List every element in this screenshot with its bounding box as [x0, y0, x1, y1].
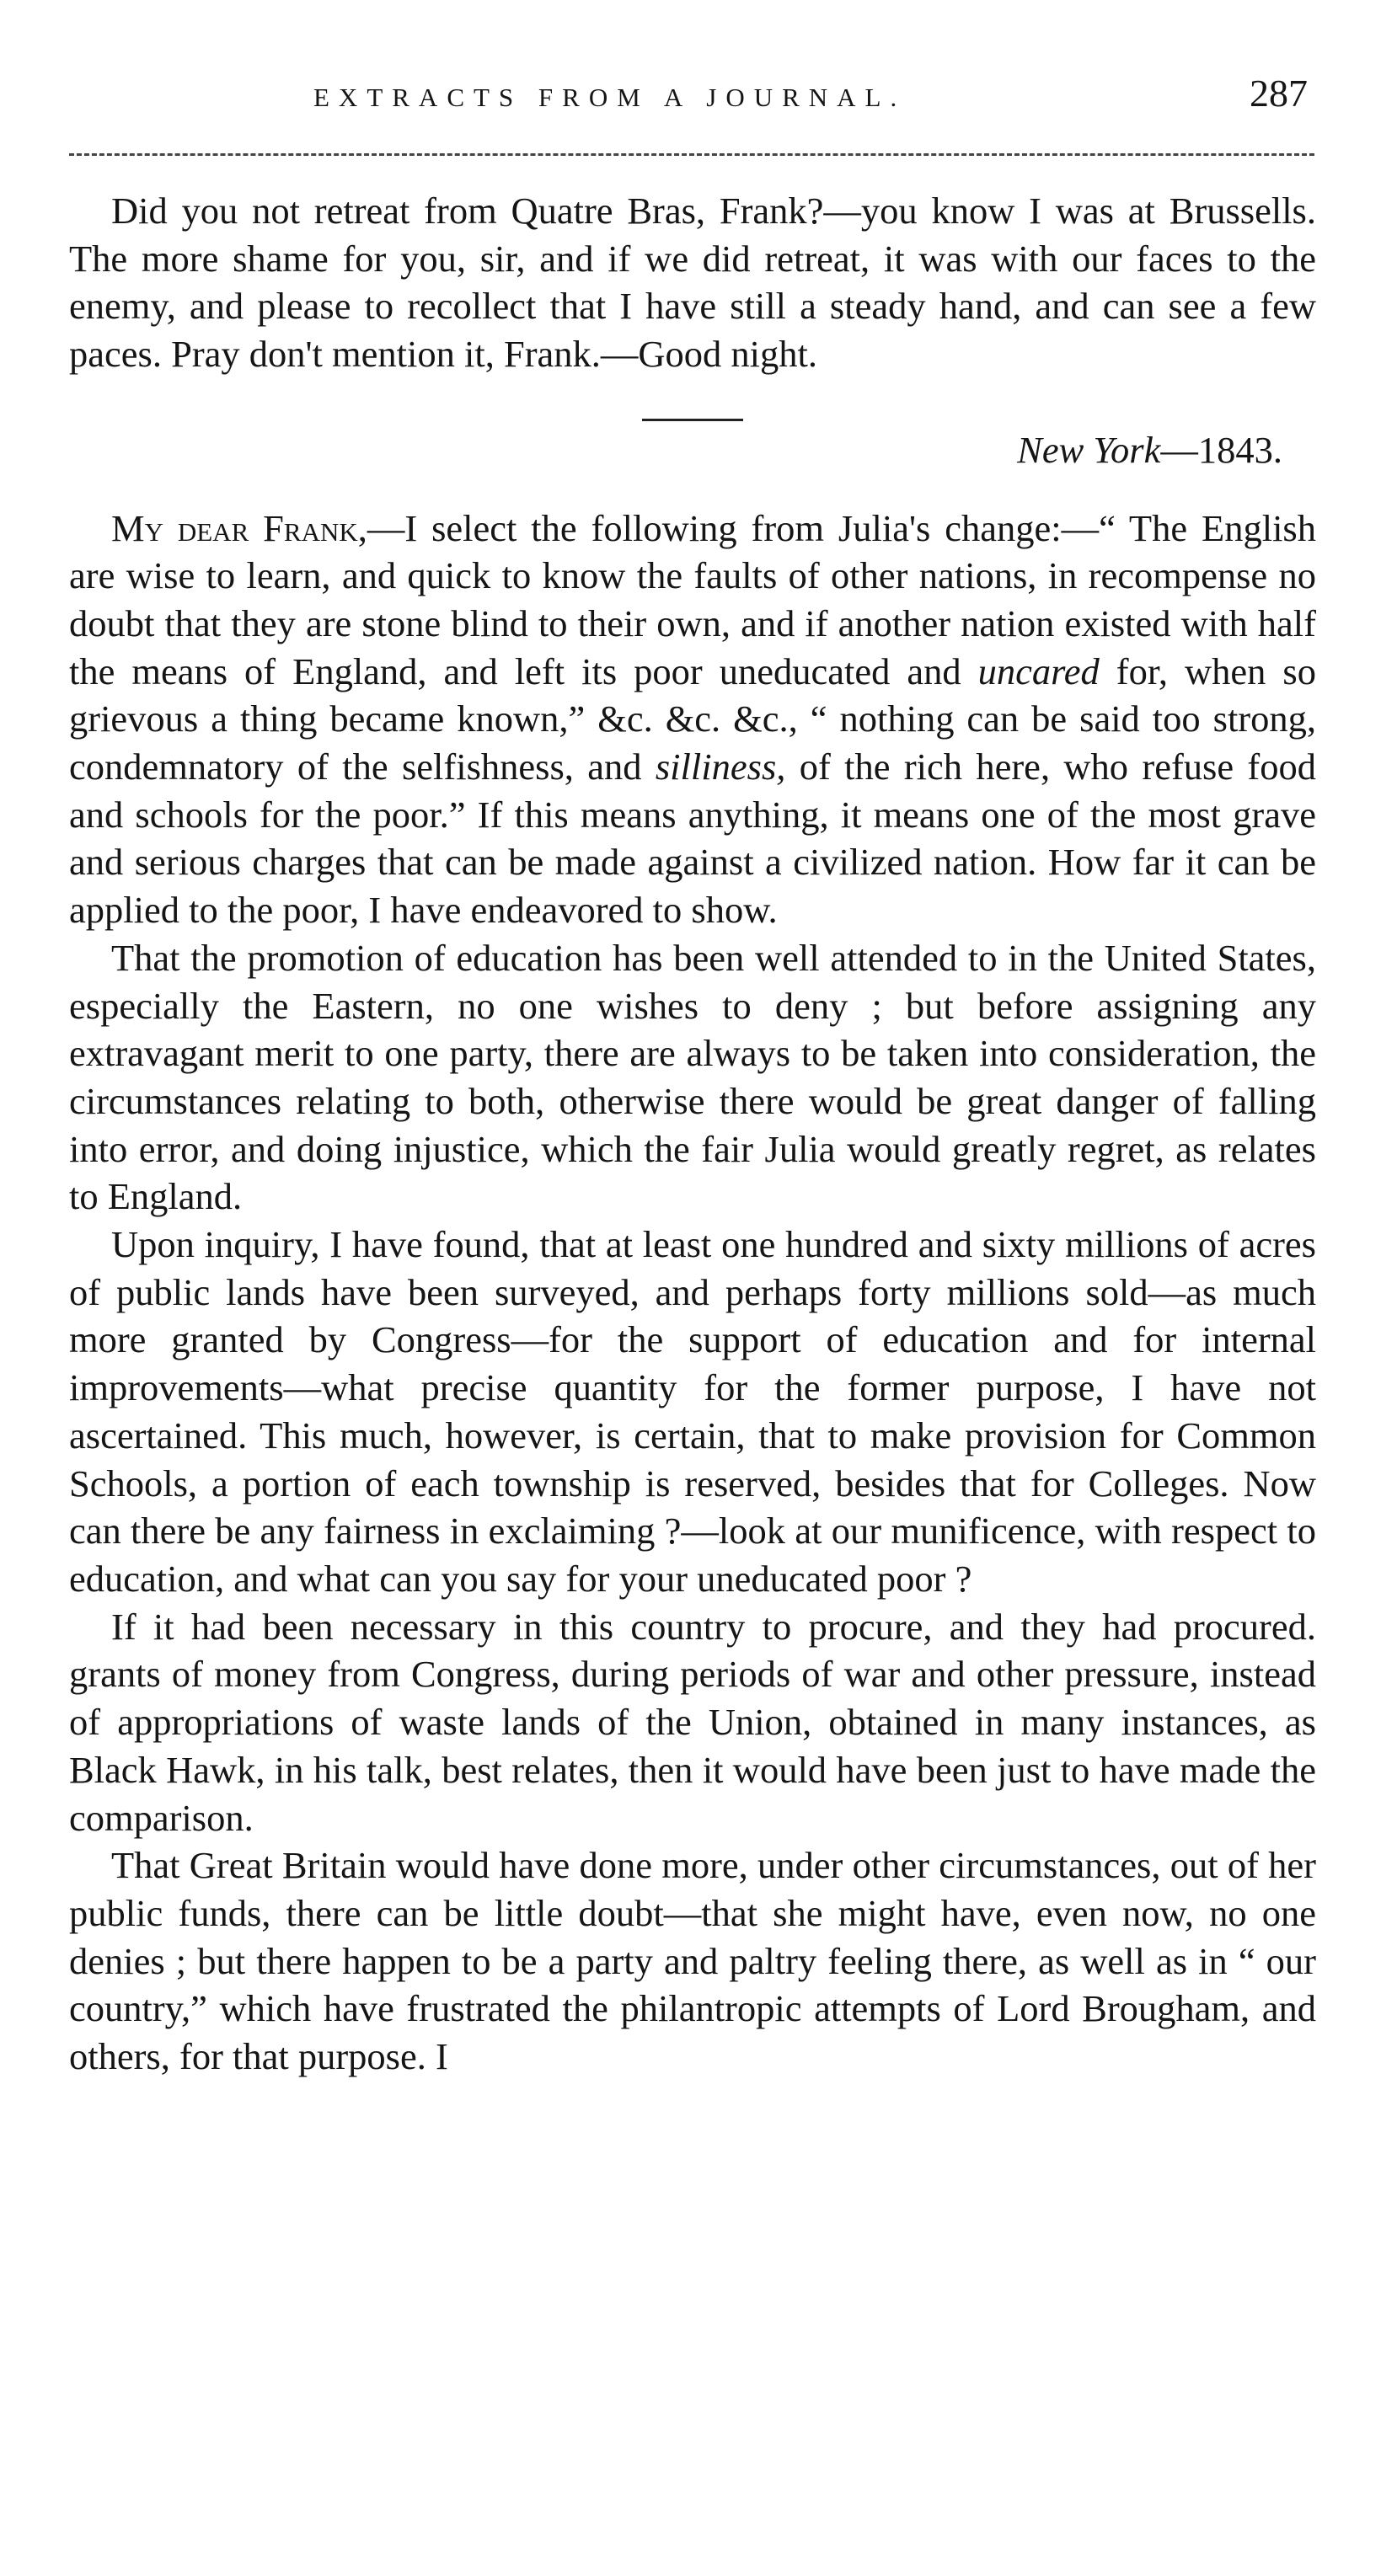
- body-text: [69, 187, 1316, 2081]
- paragraph-letter-opening: [69, 505, 1316, 934]
- paragraph-education-states: That the promotion of education has been well attended to in the United States, especially the Eastern, no one wishes to deny ; but before assigning any extravagant merit to one party, there are always to be taken into consideration, the circumstances relating to both, otherwise there would be great danger of falling into error, and doing injustice, which the fair Julia would greatly regret, as relates to England.: [69, 936, 1316, 1218]
- header-rule: [69, 153, 1314, 156]
- salutation: My dear Frank,: [111, 506, 367, 549]
- letter-emphasis-silliness: silliness,: [655, 746, 786, 788]
- letter-text-a: —I select the following from Julia's change:—“ The English are wise to learn, and quick to know the faults of other nations, in recompense no doubt that they are stone blind to their own, and if another nation existed with half the means of England, and left its poor uneducated and: [69, 506, 1316, 692]
- dateline-place: New York: [1017, 428, 1161, 471]
- dateline-year: —1843.: [1160, 428, 1282, 471]
- dateline: [69, 426, 1282, 474]
- paragraph-great-britain: That Great Britain would have done more, under other circumstances, out of her public funds, there can be little doubt—that she might have, even now, no one denies ; but there happen to be a party and paltry feeling there, as well as in “ our country,” which have frustrated the philantropic attempts of Lord Brougham, and others, for that purpose. I: [69, 1844, 1316, 2078]
- letter-text-c: of the rich here, who refuse food and schools for the poor.” If this means anything, it means one of the most grave and serious charges that can be made against a civilized nation. How far it can be applied to the poor, I have endeavored to show.: [69, 746, 1316, 932]
- paragraph-quatre-bras: Did you not retreat from Quatre Bras, Frank?—you know I was at Brussells. The more shame for you, sir, and if we did retreat, it was with our faces to the enemy, and please to recollect that I have still a steady hand, and can see a few paces. Pray don't mention it, Frank.—Good night.: [69, 190, 1316, 376]
- section-divider: [642, 419, 743, 421]
- letter-emphasis-uncared: uncared: [977, 649, 1100, 692]
- letter-text-b: for, when so grievous a thing became known,” &c. &c. &c., “ nothing can be said too strong, condemnatory of the selfishness, and: [69, 649, 1316, 788]
- running-title: EXTRACTS FROM A JOURNAL.: [313, 83, 907, 112]
- journal-page: [69, 59, 1333, 2078]
- page-number: 287: [1250, 72, 1308, 115]
- paragraph-grants-of-money: If it had been necessary in this country to procure, and they had procured. grants of money from Congress, during periods of war and other pressure, instead of appropriations of waste lands of the Union, obtained in many instances, as Black Hawk, in his talk, best relates, then it would have been just to have made the comparison.: [69, 1605, 1316, 1839]
- running-head: [69, 59, 1333, 126]
- paragraph-public-lands: Upon inquiry, I have found, that at least one hundred and sixty millions of acres of public lands have been surveyed, and perhaps forty millions sold—as much more granted by Congress—for the support of education and for internal improvements—what precise quantity for the former purpose, I have not ascertained. This much, however, is certain, that to make provision for Common Schools, a portion of each township is reserved, besides that for Colleges. Now can there be any fairness in exclaiming ?—look at our munificence, with respect to education, and what can you say for your uneducated poor ?: [69, 1223, 1316, 1600]
